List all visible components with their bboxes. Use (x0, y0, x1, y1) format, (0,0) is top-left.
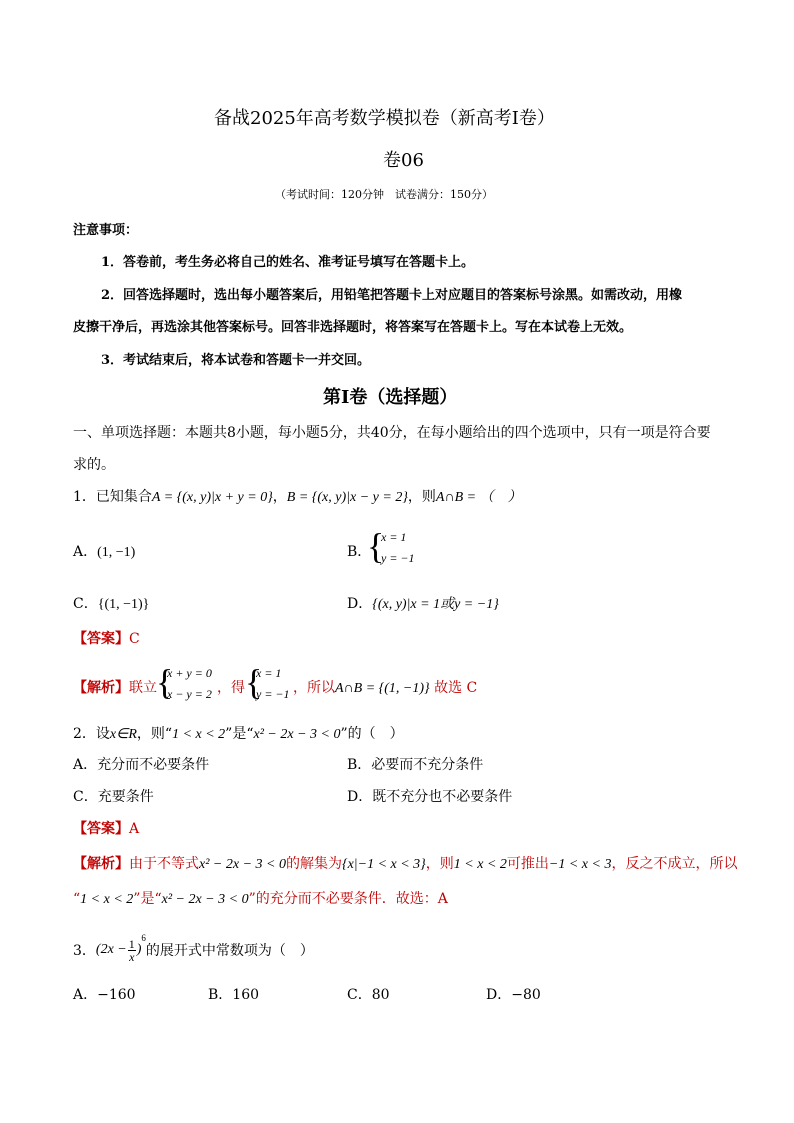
math-expr: ) (136, 942, 142, 957)
analysis-text: ，反之不成立，所以 (611, 856, 738, 872)
math-expr: x² − 2x − 3 < 0 (161, 892, 249, 907)
numerator: 1 (128, 936, 135, 951)
note-item: 2．回答选择题时，选出每小题答案后，用铅笔把答题卡上对应题目的答案标号涂黑。如需改动，用橡 (101, 288, 683, 303)
set-a: A = {(x, y)|x + y = 0} (151, 490, 273, 505)
note-item: 1．答卷前，考生务必将自己的姓名、准考证号填写在答题卡上。 (101, 255, 475, 270)
analysis-text: ”是“ (133, 891, 162, 907)
option-c (73, 593, 149, 613)
question-text: ，则 (407, 489, 436, 505)
option-c: C．充要条件 (73, 789, 154, 805)
question-number: 3． (73, 943, 96, 959)
option-label: C． (73, 596, 98, 612)
option-a (73, 541, 135, 561)
question-text: 的展开式中常数项为（ ） (145, 943, 314, 959)
analysis-line (73, 888, 448, 908)
math-expr: x² − 2x − 3 < 0 (199, 857, 286, 872)
option-value: (1, −1) (97, 545, 136, 560)
math-expr: x∈R (109, 727, 137, 742)
analysis-text (293, 677, 477, 697)
question-1-stem (73, 486, 522, 506)
analysis-text: 由于不等式 (129, 856, 199, 872)
option-value: {(1, −1)} (97, 597, 150, 612)
answer-label: 【答案】 (73, 631, 129, 647)
question-number: 2．设 (73, 726, 110, 742)
paper-number: 卷06 (383, 150, 424, 171)
answer-label: 【答案】 (73, 821, 129, 837)
analysis-text: 故选 C (429, 680, 478, 696)
math-expr: (2x − (95, 942, 127, 957)
denominator: x (129, 949, 135, 964)
question-text: ”的（ ） (340, 726, 404, 742)
analysis-text: 可推出 (506, 856, 549, 872)
option-label: D． (347, 596, 373, 612)
exponent: 6 (141, 933, 146, 943)
note-item: 3．考试结束后，将本试卷和答题卡一并交回。 (101, 353, 371, 368)
analysis-text: ，得 (217, 680, 245, 696)
math-expr: −1 < x < 3 (548, 857, 612, 872)
brace-icon: { (245, 662, 263, 702)
note-item: 皮擦干净后，再选涂其他答案标号。回答非选择题时，将答案写在答题卡上。写在本试卷上无效。 (73, 320, 633, 335)
section-title: 第Ⅰ卷（选择题） (323, 387, 458, 408)
answer-line (73, 628, 140, 648)
system-line: x = 1 (381, 530, 407, 544)
analysis-line (73, 677, 157, 697)
system-line: x − y = 2 (167, 687, 212, 701)
question-3-stem (73, 935, 314, 965)
separator: ， (272, 489, 287, 505)
math-expr: x² − 2x − 3 < 0 (253, 727, 341, 742)
system-line: x + y = 0 (167, 666, 212, 680)
section-intro: 一、单项选择题：本题共8小题，每小题5分，共40分，在每小题给出的四个选项中，只有一项是符合要 (73, 425, 711, 441)
analysis-text: 联立 (129, 680, 157, 696)
analysis-text: 的解集为 (285, 856, 342, 872)
analysis-line (73, 853, 737, 873)
brace-icon: { (156, 662, 174, 702)
math-expr: 1 < x < 2 (172, 727, 226, 742)
analysis-label: 【解析】 (73, 680, 129, 696)
math-expr: 1 < x < 2 (80, 892, 134, 907)
brace-icon: { (367, 526, 385, 566)
option-a: A．−160 (73, 987, 136, 1003)
option-d: D．既不充分也不必要条件 (347, 789, 513, 805)
analysis-text: ，则 (425, 856, 454, 872)
analysis-math: A∩B = {(1, −1)} (335, 681, 430, 696)
analysis-text: ，所以 (293, 680, 335, 696)
page-title: 备战2025年高考数学模拟卷（新高考Ⅰ卷） (214, 108, 555, 129)
answer-line (73, 818, 139, 838)
question-text: ，则“ (136, 726, 173, 742)
intersection: A∩B = （ ） (435, 490, 522, 505)
set-b: B = {(x, y)|x − y = 2} (286, 490, 408, 505)
option-b: B．必要而不充分条件 (347, 757, 484, 773)
analysis-text: ”的充分而不必要条件．故选：A (248, 891, 448, 907)
system-line: x = 1 (256, 666, 282, 680)
answer-value: C (129, 631, 140, 647)
math-expr: 1 < x < 2 (453, 857, 507, 872)
fraction (128, 938, 136, 963)
question-text: ”是“ (225, 726, 254, 742)
option-a: A．充分而不必要条件 (73, 757, 210, 773)
system-line: y = −1 (256, 687, 290, 701)
question-number: 1．已知集合 (73, 489, 152, 505)
option-d (347, 593, 499, 613)
notes-heading: 注意事项： (73, 223, 139, 238)
question-2-stem (73, 723, 404, 743)
section-intro: 求的。 (73, 457, 115, 473)
analysis-label: 【解析】 (73, 856, 129, 872)
option-d: D．−80 (486, 987, 541, 1003)
exam-info: （考试时间：120分钟 试卷满分：150分） (275, 188, 493, 201)
system-line: y = −1 (381, 551, 415, 565)
math-expr: {x|−1 < x < 3} (341, 857, 426, 872)
option-label: A． (73, 544, 98, 560)
analysis-text: “ (73, 891, 81, 907)
option-c: C．80 (347, 987, 390, 1003)
option-label: B． (347, 544, 372, 560)
option-value: {(x, y)|x = 1或y = −1} (372, 597, 499, 612)
option-b: B．160 (208, 987, 260, 1003)
answer-value: A (129, 821, 140, 837)
